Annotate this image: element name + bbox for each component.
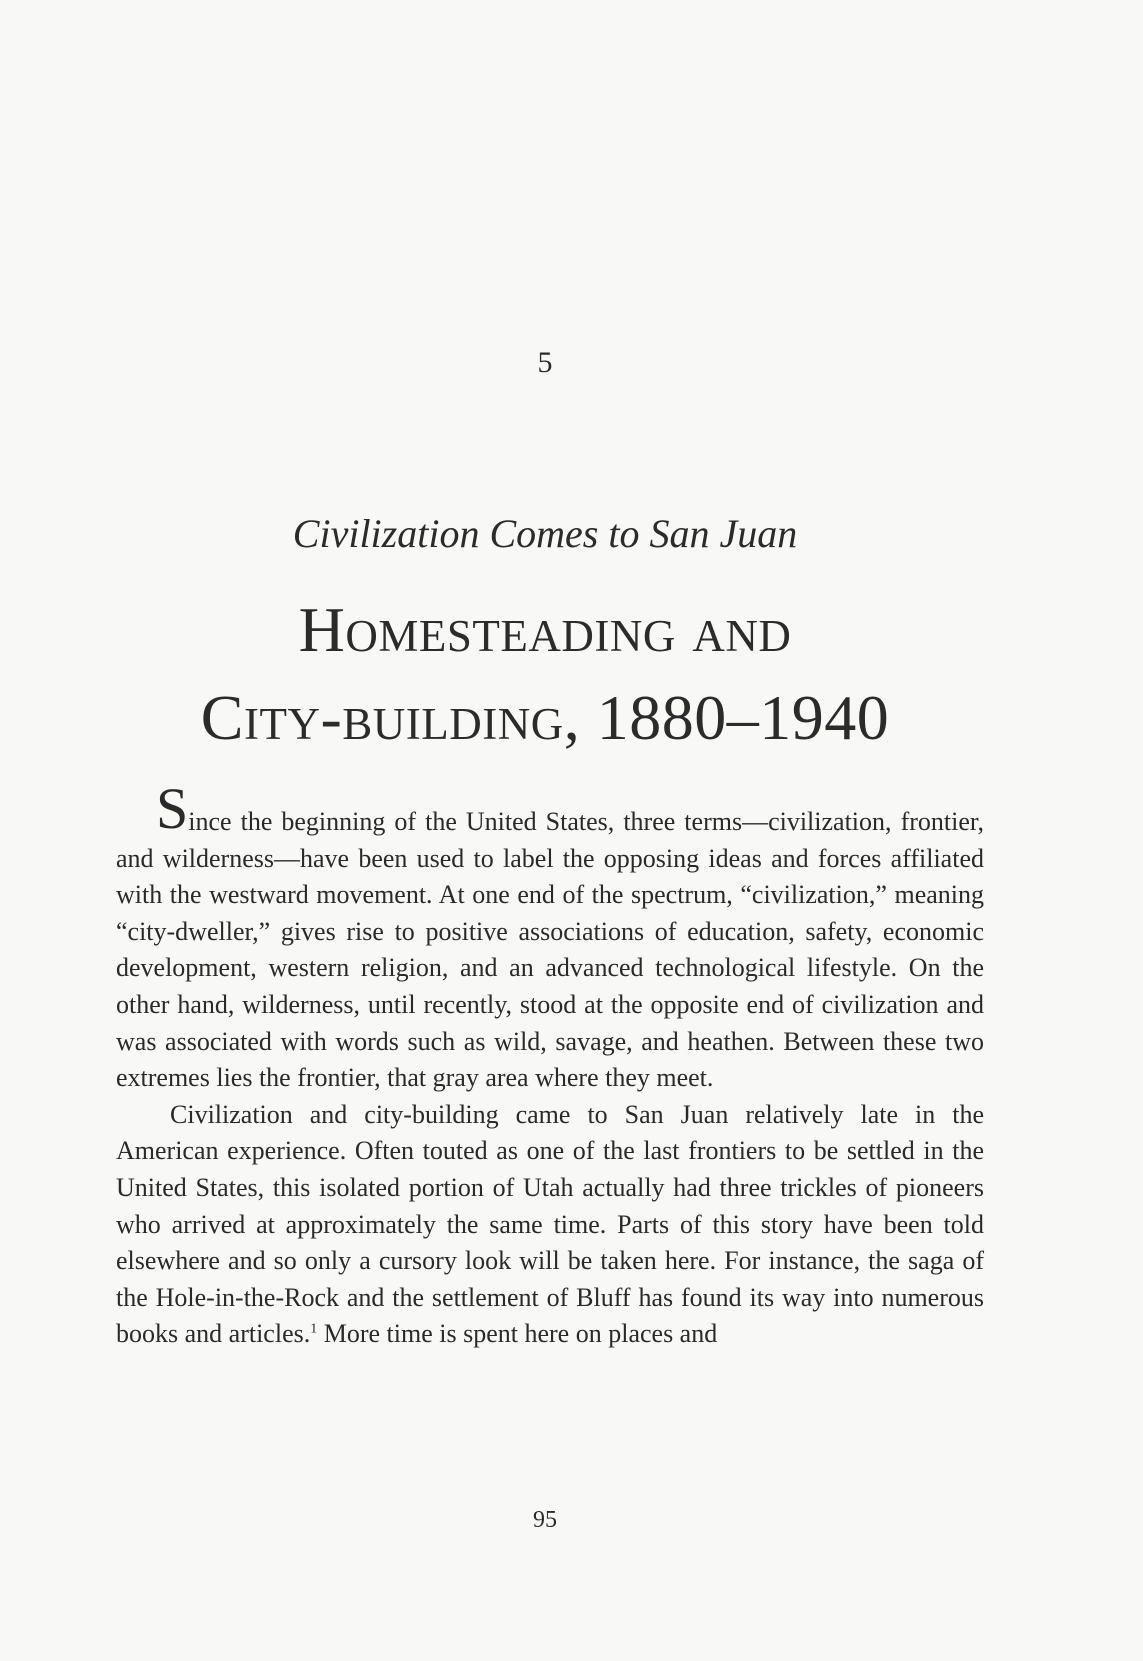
chapter-title bbox=[0, 586, 1090, 762]
chapter-title-line-2: City-building, 1880–1940 bbox=[200, 682, 890, 753]
chapter-number: 5 bbox=[537, 346, 553, 379]
paragraph-2-text-end: More time is spent here on places and bbox=[317, 1319, 718, 1349]
page-number: 95 bbox=[533, 1507, 557, 1533]
chapter-subtitle: Civilization Comes to San Juan bbox=[292, 511, 798, 556]
paragraph-2 bbox=[116, 1097, 984, 1353]
paragraph-1-text: ince the beginning of the United States, three terms—civilization, frontier, and wilderness—have been used to label the opposing ideas and forces affiliated with the westward movement. At one end of the spectrum, “civilization,” meaning “city-dweller,” gives rise to positive associations of education, safety, economic development, western religion, and an advanced technological lifestyle. On the other hand, wilderness, until recently, stood at the opposite end of civilization and was associated with words such as wild, savage, and heathen. Between these two extremes lies the frontier, that gray area where they meet. bbox=[116, 807, 984, 1093]
drop-cap: S bbox=[156, 776, 189, 841]
footnote-marker[interactable]: 1 bbox=[310, 1321, 318, 1337]
body-text bbox=[116, 776, 984, 1353]
paragraph-1 bbox=[116, 776, 984, 1097]
paragraph-2-text: Civilization and city-building came to San Juan relatively late in the American experience. Often touted as one of the last frontiers to be settled in the United States, this isolated portion of Utah actually had three trickles of pioneers who arrived at approximately the same time. Parts of this story have been told elsewhere and so only a cursory look will be taken here. For instance, the saga of the Hole-in-the-Rock and the settlement of Bluff has found its way into numerous books and articles. bbox=[116, 1099, 984, 1349]
chapter-title-line-1: Homesteading and bbox=[298, 594, 792, 665]
